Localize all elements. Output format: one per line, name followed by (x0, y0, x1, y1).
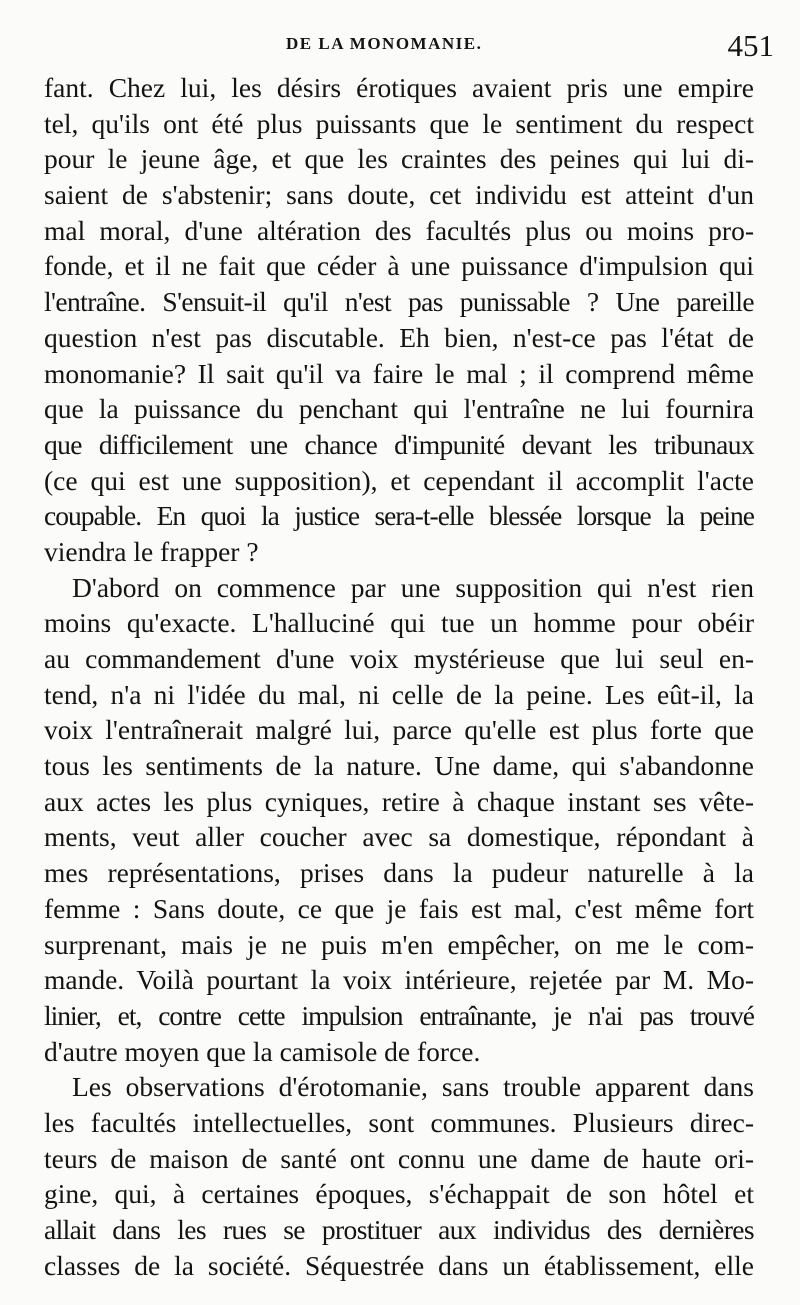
text-line: monomanie? Il sait qu'il va faire le mal ; il comprend même (44, 357, 754, 389)
text-line: pour le jeune âge, et que les craintes des peines qui lui di- (44, 143, 754, 175)
text-line: D'abord on commence par une supposition qui n'est rien (72, 571, 754, 603)
text-line: Les observations d'érotomanie, sans trouble apparent dans (72, 1071, 754, 1103)
paragraph-2 (44, 570, 754, 1070)
body-text (44, 70, 754, 1283)
text-line: l'entraîne. S'ensuit-il qu'il n'est pas punissable ? Une pareille (44, 286, 754, 318)
text-line: ments, veut aller coucher avec sa domestique, répondant à (44, 821, 754, 853)
text-line: question n'est pas discutable. Eh bien, n'est-ce pas l'état de (44, 321, 754, 353)
running-head (30, 28, 774, 68)
text-line: mal moral, d'une altération des facultés plus ou moins pro- (44, 214, 754, 246)
text-line: gine, qui, à certaines époques, s'échappait de son hôtel et (44, 1178, 754, 1210)
text-line: classes de la société. Séquestrée dans un établissement, elle (44, 1249, 754, 1281)
text-line: voix l'entraînerait malgré lui, parce qu'elle est plus forte que (44, 714, 754, 746)
text-line: saient de s'abstenir; sans doute, cet individu est atteint d'un (44, 179, 754, 211)
text-line: aux actes les plus cyniques, retire à chaque instant ses vête- (44, 785, 754, 817)
text-line: (ce qui est une supposition), et cependant il accomplit l'acte (44, 464, 754, 496)
text-line: fant. Chez lui, les désirs érotiques avaient pris une empire (44, 72, 754, 103)
text-line: tous les sentiments de la nature. Une dame, qui s'abandonne (44, 750, 754, 782)
paragraph-1 (44, 70, 754, 570)
text-line: femme : Sans doute, ce que je fais est mal, c'est même fort (44, 892, 754, 924)
text-line: moins qu'exacte. L'halluciné qui tue un homme pour obéir (44, 607, 754, 639)
text-line: teurs de maison de santé ont connu une dame de haute ori- (44, 1142, 754, 1174)
text-line: tel, qu'ils ont été plus puissants que le sentiment du respect (44, 107, 754, 139)
text-line: d'autre moyen que la camisole de force. (44, 1035, 481, 1067)
text-line: que difficilement une chance d'impunité devant les tribunaux (44, 428, 754, 460)
text-line: que la puissance du penchant qui l'entraîne ne lui fournira (44, 393, 754, 425)
text-line: coupable. En quoi la justice sera-t-elle blessée lorsque la peine (44, 500, 754, 532)
text-line: allait dans les rues se prostituer aux individus des dernières (44, 1214, 754, 1245)
running-title: DE LA MONOMANIE. (286, 34, 483, 53)
text-line: mande. Voilà pourtant la voix intérieure, rejetée par M. Mo- (44, 964, 754, 996)
text-line: fonde, et il ne fait que céder à une puissance d'impulsion qui (44, 250, 754, 282)
text-line: surprenant, mais je ne puis m'en empêcher, on me le com- (44, 928, 754, 960)
text-line: tend, n'a ni l'idée du mal, ni celle de la peine. Les eût-il, la (44, 678, 754, 710)
text-line: au commandement d'une voix mystérieuse que lui seul en- (44, 643, 754, 674)
text-line: les facultés intellectuelles, sont communes. Plusieurs direc- (44, 1106, 754, 1138)
text-line: linier, et, contre cette impulsion entraînante, je n'ai pas trouvé (44, 999, 754, 1031)
text-line: mes représentations, prises dans la pudeur naturelle à la (44, 857, 754, 889)
paragraph-3 (44, 1069, 754, 1283)
text-line: viendra le frapper ? (44, 535, 259, 567)
page-number: 451 (727, 28, 774, 63)
